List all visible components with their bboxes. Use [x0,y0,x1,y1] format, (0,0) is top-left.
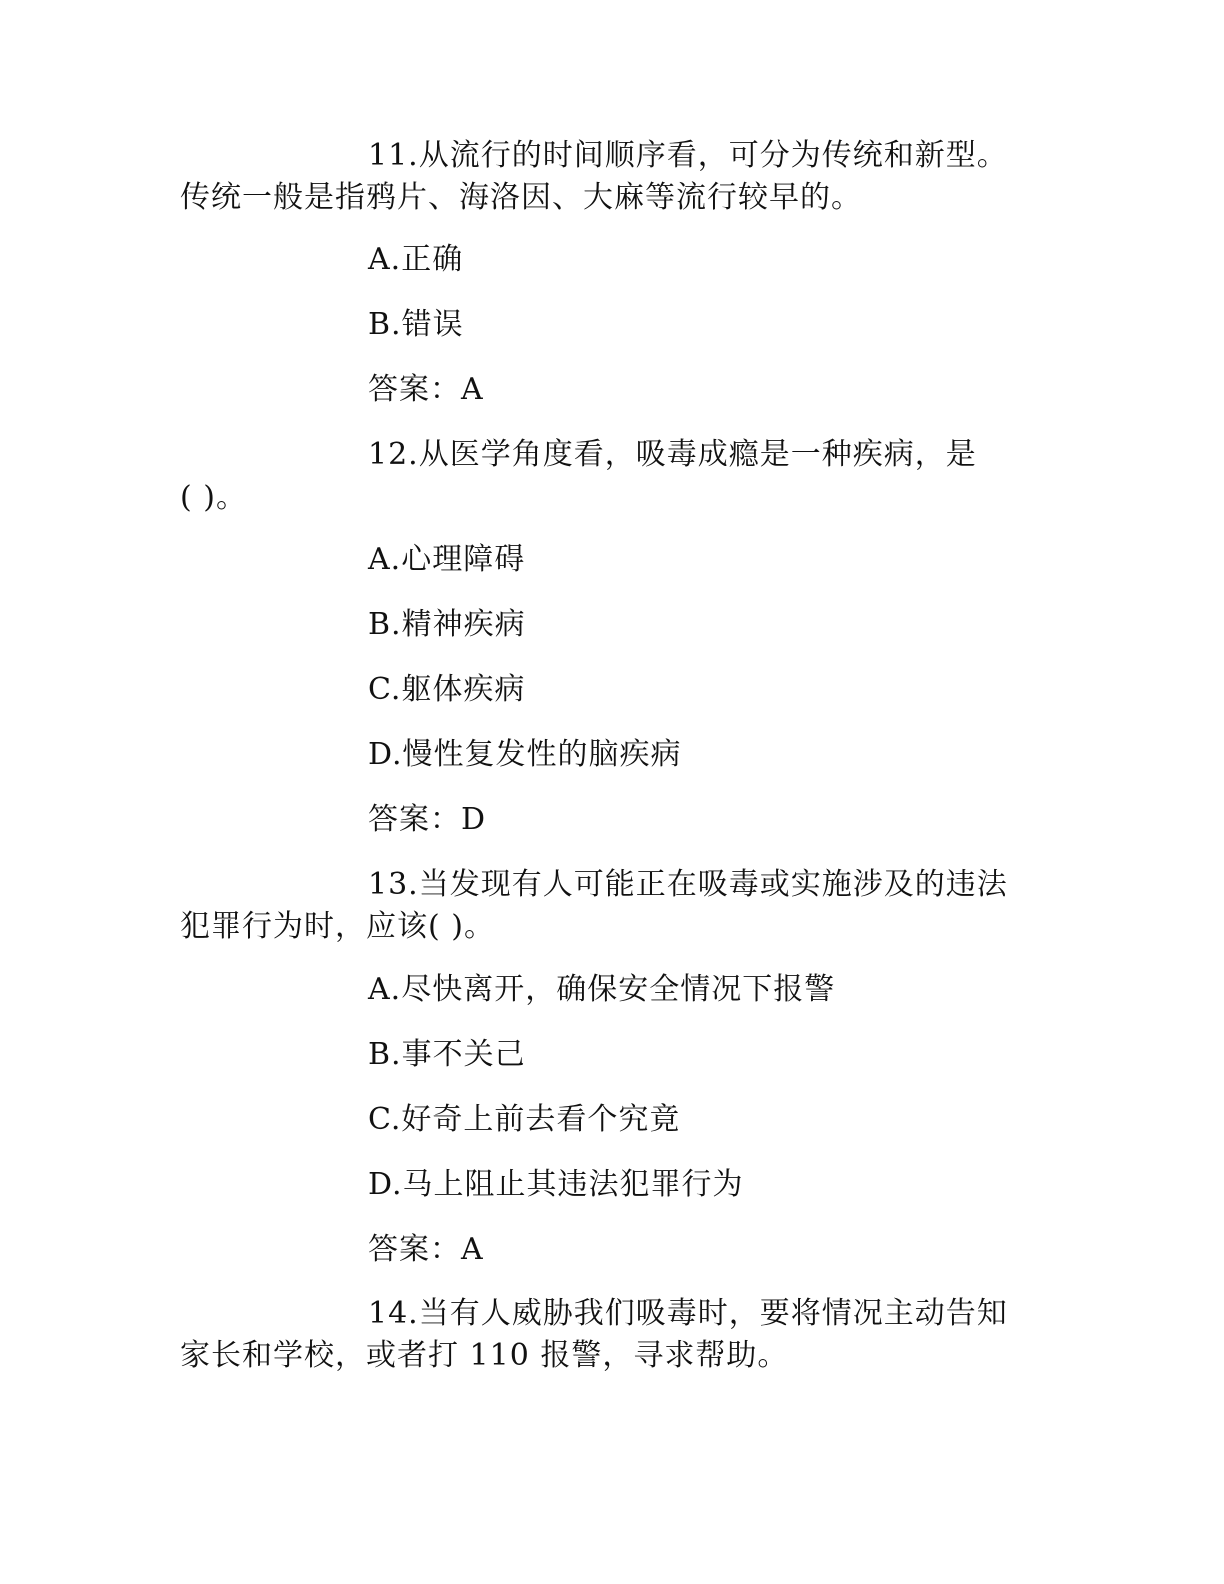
question-11-stem-line1: 11.从流行的时间顺序看，可分为传统和新型。 [368,138,1008,173]
question-12-option-b: B.精神疾病 [368,607,526,642]
question-11-option-a: A.正确 [368,242,464,277]
question-11-option-b: B.错误 [368,307,464,342]
question-12-option-c: C.躯体疾病 [368,672,526,707]
question-13-option-c: C.好奇上前去看个究竟 [368,1102,681,1137]
question-12-option-a: A.心理障碍 [368,542,526,577]
question-14-stem-line2: 家长和学校，或者打 110 报警，寻求帮助。 [180,1338,789,1373]
question-12-stem-line2: ( )。 [180,480,247,515]
question-12-stem-line1: 12.从医学角度看，吸毒成瘾是一种疾病，是 [368,437,977,472]
question-13-option-b: B.事不关己 [368,1037,526,1072]
question-13-option-a: A.尽快离开，确保安全情况下报警 [368,972,836,1007]
question-12-answer: 答案：D [368,802,487,837]
question-13-option-d: D.马上阻止其违法犯罪行为 [368,1167,744,1202]
question-13-stem-line2: 犯罪行为时，应该( )。 [180,909,495,944]
question-14-stem-line1: 14.当有人威胁我们吸毒时，要将情况主动告知 [368,1296,1008,1331]
question-11-stem-line2: 传统一般是指鸦片、海洛因、大麻等流行较早的。 [180,180,862,215]
question-12-option-d: D.慢性复发性的脑疾病 [368,737,682,772]
question-11-answer: 答案：A [368,372,484,407]
question-13-stem-line1: 13.当发现有人可能正在吸毒或实施涉及的违法 [368,867,1008,902]
question-13-answer: 答案：A [368,1232,484,1267]
